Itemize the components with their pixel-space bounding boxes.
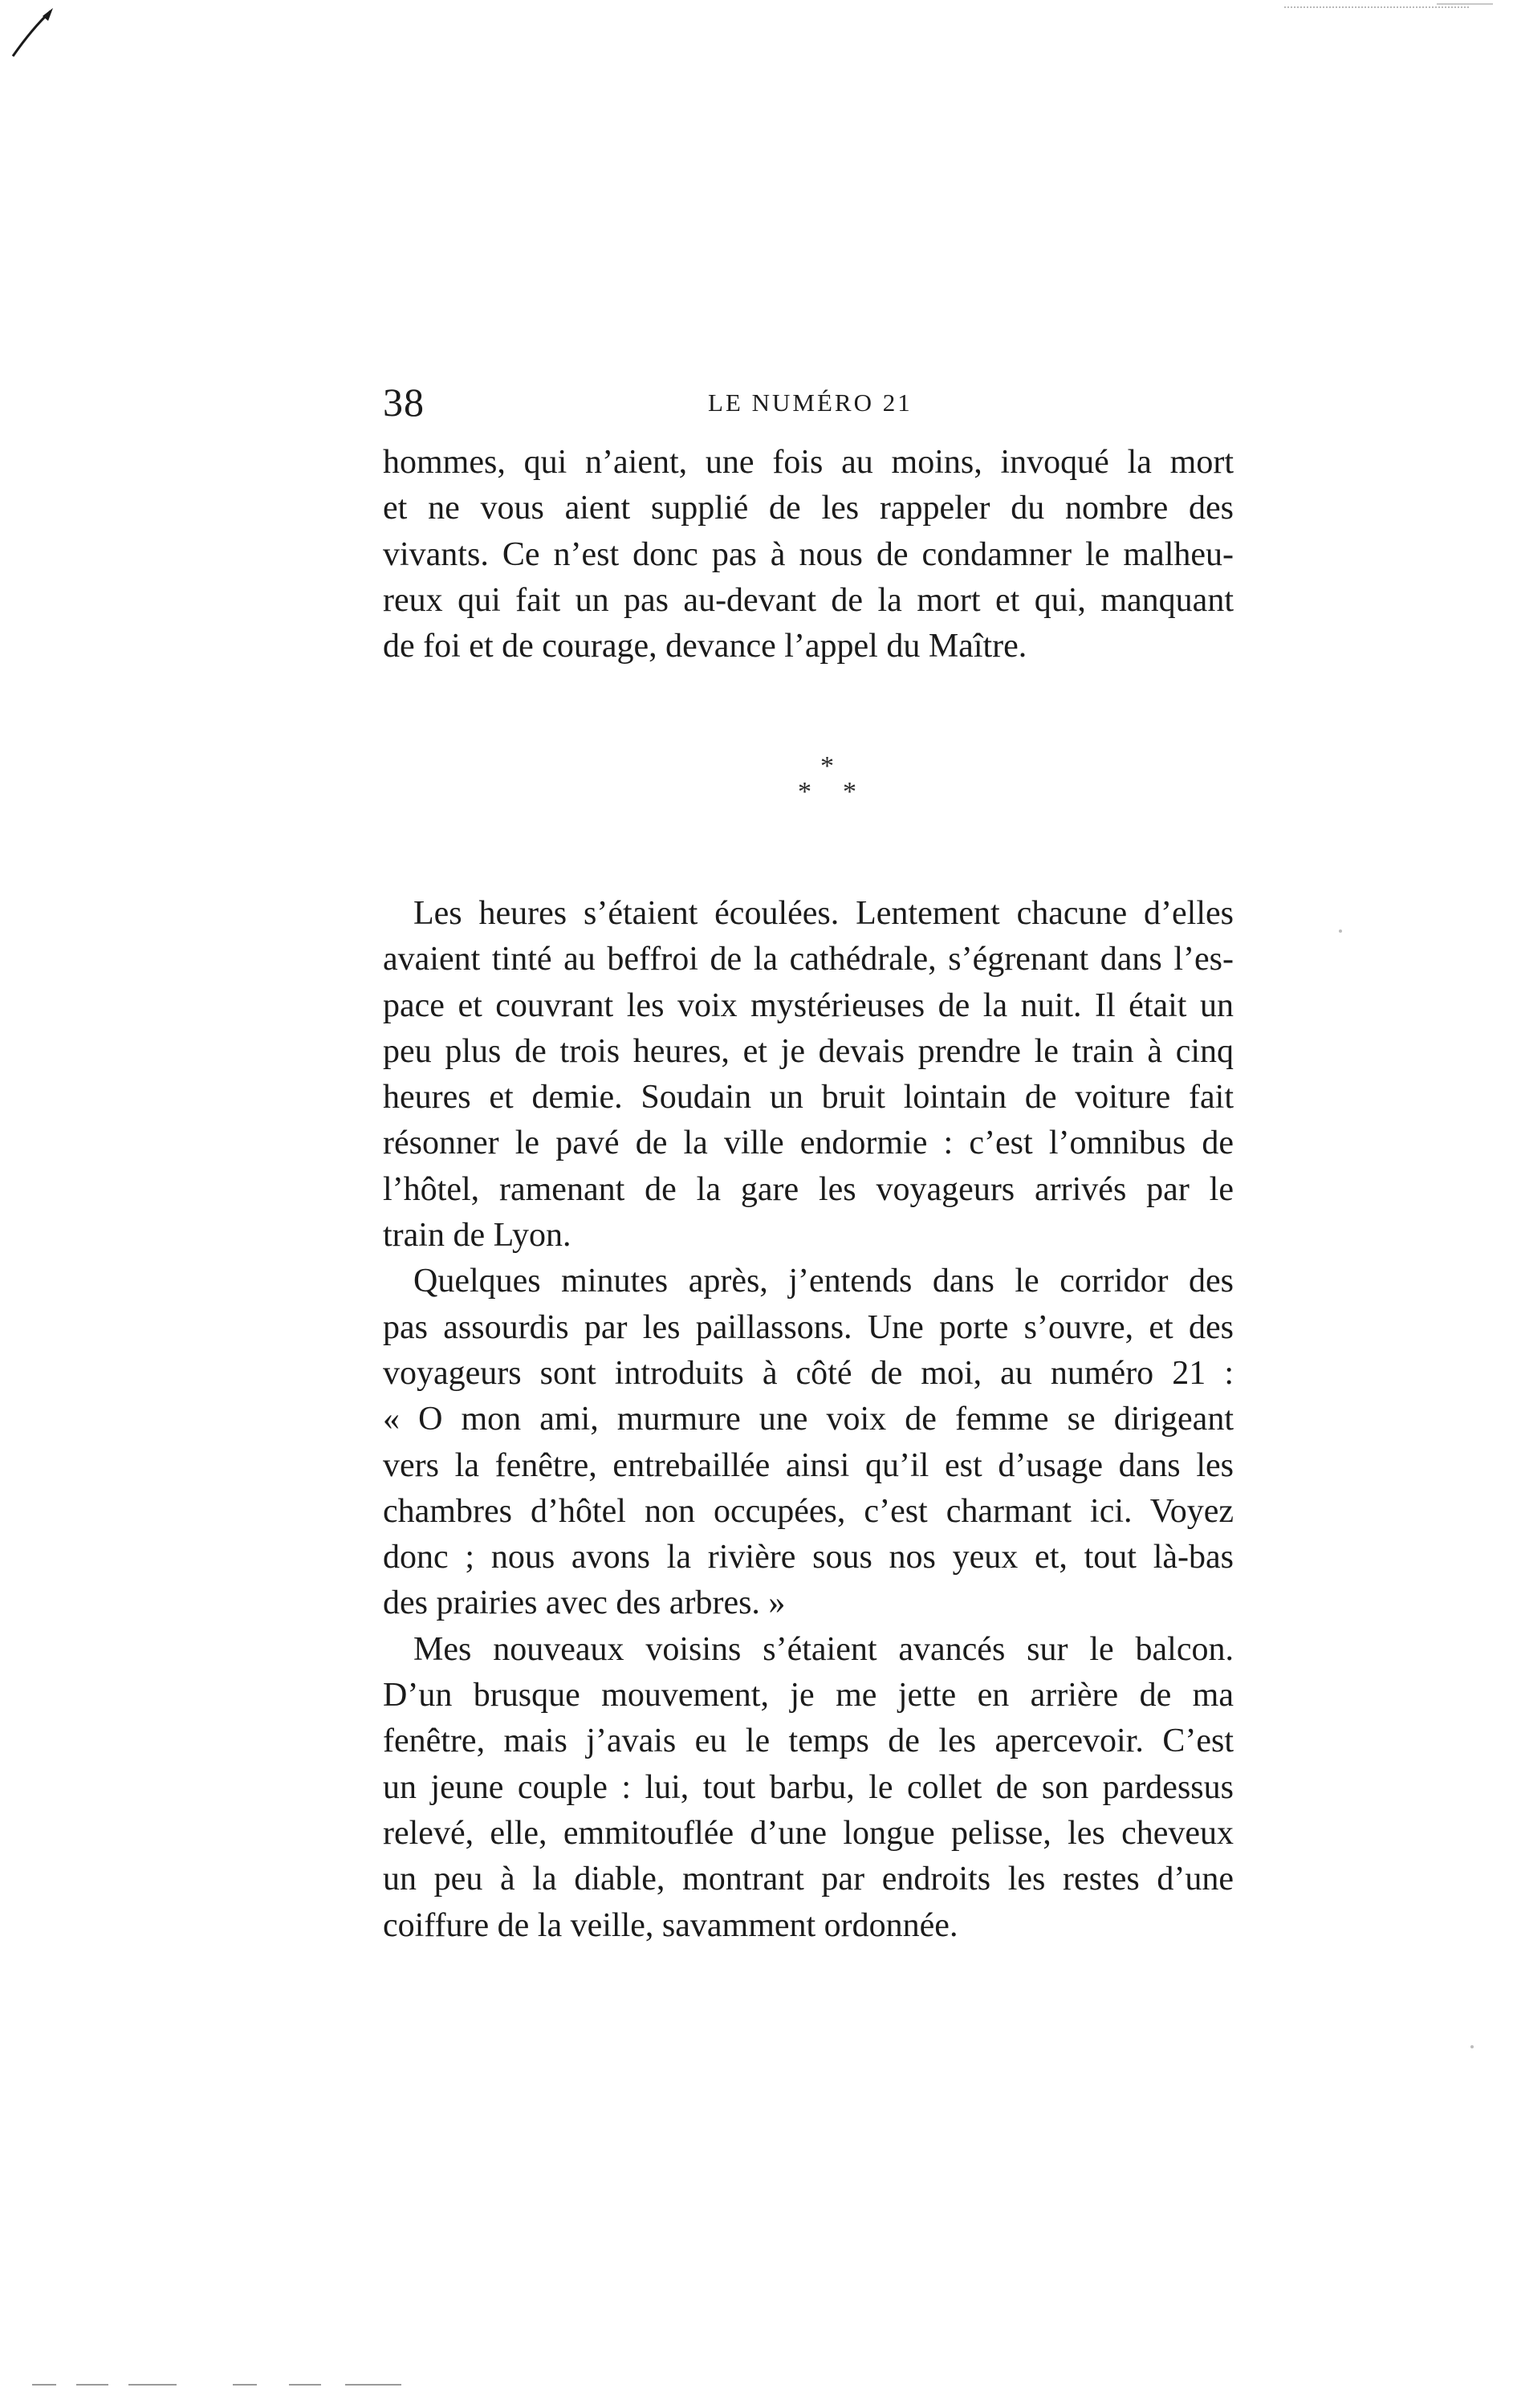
- scan-edge-rule-right: [1437, 3, 1493, 6]
- text-line: un peu à la diable, montrant par endroits les restes d’une: [383, 1861, 1234, 1898]
- text-line: coiffure de la veille, savamment ordonnée.: [383, 1906, 958, 1944]
- asterism-divider: [792, 753, 889, 825]
- scan-rule-segment: [233, 2384, 257, 2386]
- text-line: Mes nouveaux voisins s’étaient avancés sur le balcon.: [413, 1630, 1234, 1668]
- text-line: D’un brusque mouvement, je me jette en arrière de ma: [383, 1677, 1234, 1714]
- page-number: 38: [383, 380, 425, 425]
- running-head: LE NUMÉRO 21: [708, 388, 913, 417]
- scan-speck: [1339, 929, 1342, 933]
- text-line: résonner le pavé de la ville endormie : c’est l’omnibus de: [383, 1125, 1234, 1162]
- text-line: reux qui fait un pas au-devant de la mort et qui, manquant: [383, 581, 1234, 619]
- text-line: peu plus de trois heures, et je devais prendre le train à cinq: [383, 1032, 1234, 1070]
- scan-rule-segment: [32, 2384, 56, 2386]
- text-line: donc ; nous avons la rivière sous nos yeux et, tout là-bas: [383, 1539, 1234, 1576]
- scan-edge-rule: [1284, 6, 1469, 10]
- text-line: de foi et de courage, devance l’appel du Maître.: [383, 628, 1027, 665]
- text-line: chambres d’hôtel non occupées, c’est charmant ici. Voyez: [383, 1492, 1234, 1530]
- text-line: et ne vous aient supplié de les rappeler du nombre des: [383, 490, 1234, 527]
- page-header: [383, 374, 1234, 430]
- text-line: Quelques minutes après, j’entends dans le corridor des: [413, 1263, 1234, 1300]
- asterism-star: *: [843, 777, 856, 807]
- text-line: « O mon ami, murmure une voix de femme se dirigeant: [383, 1401, 1234, 1438]
- text-line: l’hôtel, ramenant de la gare les voyageurs arrivés par le: [383, 1170, 1234, 1208]
- text-line: avaient tinté au beffroi de la cathédrale, s’égrenant dans l’es-: [383, 941, 1234, 978]
- scan-rule-segment: [289, 2384, 321, 2386]
- text-line: hommes, qui n’aient, une fois au moins, invoqué la mort: [383, 444, 1234, 481]
- text-line: pas assourdis par les paillassons. Une porte s’ouvre, et des: [383, 1308, 1234, 1346]
- text-line: train de Lyon.: [383, 1217, 571, 1255]
- paragraph-top: [383, 440, 1234, 669]
- scan-speck: [1470, 2045, 1474, 2048]
- text-line: fenêtre, mais j’avais eu le temps de les apercevoir. C’est: [383, 1723, 1234, 1760]
- pen-stroke-mark: [6, 0, 63, 64]
- text-line: heures et demie. Soudain un bruit lointain de voiture fait: [383, 1079, 1234, 1117]
- text-line: vers la fenêtre, entrebaillée ainsi qu’il est d’usage dans les: [383, 1446, 1234, 1484]
- text-line: Les heures s’étaient écoulées. Lentement chacune d’elles: [413, 895, 1234, 932]
- scan-rule-segment: [345, 2384, 401, 2386]
- text-line: pace et couvrant les voix mystérieuses de la nuit. Il était un: [383, 986, 1234, 1024]
- asterism-star: *: [820, 751, 834, 781]
- text-line: vivants. Ce n’est donc pas à nous de condamner le malheu-: [383, 535, 1234, 573]
- asterism-star: *: [798, 777, 811, 807]
- text-line: voyageurs sont introduits à côté de moi, au numéro 21 :: [383, 1354, 1234, 1392]
- scan-bottom-rules: [32, 2384, 417, 2389]
- scan-rule-segment: [128, 2384, 177, 2386]
- scan-rule-segment: [76, 2384, 108, 2386]
- paragraph-hours: [383, 891, 1234, 1949]
- text-line: des prairies avec des arbres. »: [383, 1584, 786, 1622]
- text-line: un jeune couple : lui, tout barbu, le collet de son pardessus: [383, 1768, 1234, 1806]
- text-line: relevé, elle, emmitouflée d’une longue pelisse, les cheveux: [383, 1814, 1234, 1852]
